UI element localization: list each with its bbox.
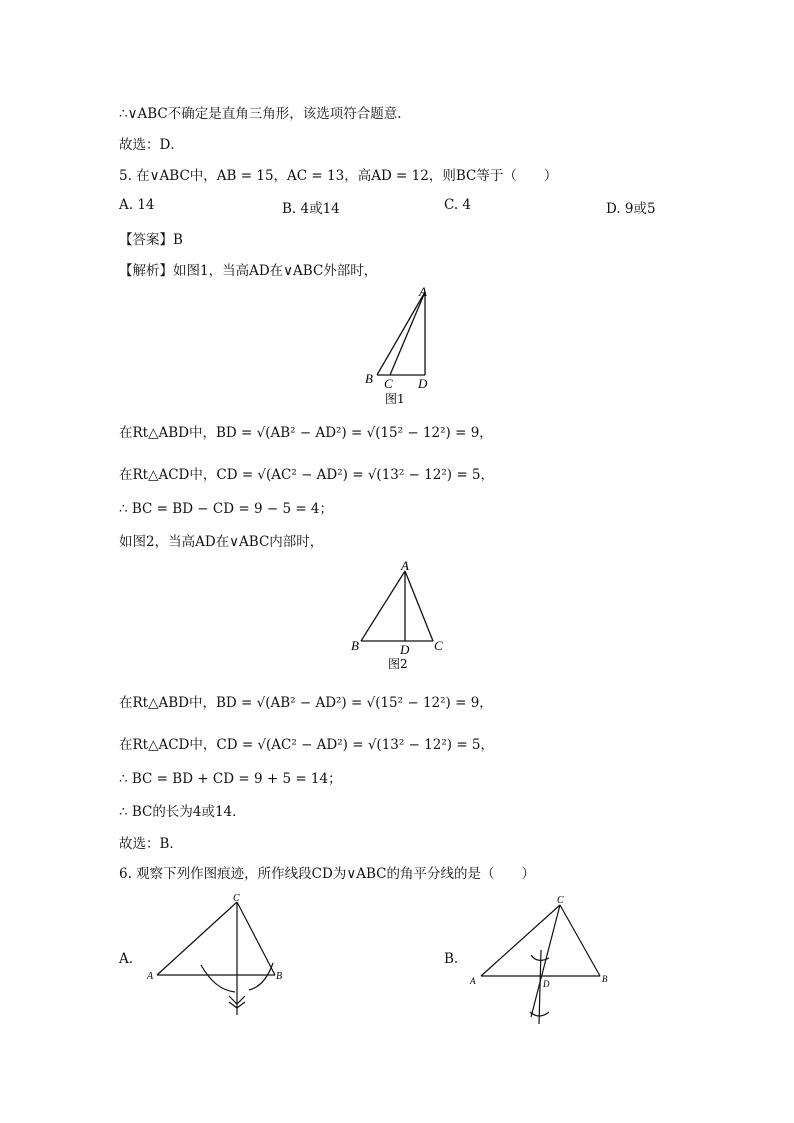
step-bd-2: 在Rt△ABD中，BD = √(AB² − AD²) = √(15² − 12²) = 9， [119, 695, 493, 711]
text-line-choice: 故选：D． [119, 137, 184, 153]
text-line-conclusion: ∴∨ABC不确定是直角三角形，该选项符合题意. [119, 106, 402, 122]
option-b: B. 4或14 [282, 201, 340, 217]
q6b-label-c: C [557, 895, 564, 906]
fig1-label-c: C [384, 376, 393, 391]
question-5: 5. 在∨ABC中，AB = 15，AC = 13，高AD = 12，则BC等于（ ） [119, 168, 558, 184]
fig2-caption: 图2 [388, 657, 408, 671]
option-c: C. 4 [444, 197, 472, 213]
q6-option-a-label: A. [119, 951, 134, 967]
answer-line: 【答案】B [119, 232, 183, 248]
step-bc-1: ∴ BC = BD − CD = 9 − 5 = 4； [119, 501, 334, 517]
q6b-label-d: D [543, 979, 550, 989]
step-cd-1: 在Rt△ACD中，CD = √(AC² − AD²) = √(13² − 12²) = 5， [119, 467, 495, 483]
step-result: ∴ BC的长为4或14． [119, 804, 246, 820]
q6-figure-a [145, 890, 295, 1020]
fig2-label-d: D [400, 642, 410, 657]
final-choice: 故选：B． [119, 836, 183, 852]
analysis-line: 【解析】如图1，当高AD在∨ABC外部时， [119, 263, 378, 279]
q6b-label-a: A [470, 976, 476, 986]
q6a-label-c: C [233, 893, 240, 904]
q6a-label-a: A [147, 971, 154, 982]
q6-figure-b [467, 892, 617, 1022]
option-a: A. 14 [119, 197, 155, 213]
fig2-label-c: C [434, 638, 443, 653]
fig1-caption: 图1 [385, 392, 405, 406]
option-d: D. 9或5 [606, 201, 656, 217]
fig2-label-b: B [351, 638, 359, 653]
step-cd-2: 在Rt△ACD中，CD = √(AC² − AD²) = √(13² − 12²) = 5， [119, 737, 495, 753]
fig1-label-b: B [365, 371, 373, 386]
step-bc-2: ∴ BC = BD + CD = 9 + 5 = 14； [119, 771, 342, 787]
q6a-label-b: B [276, 971, 283, 982]
figure-2 [348, 558, 458, 673]
step-bd-1: 在Rt△ABD中，BD = √(AB² − AD²) = √(15² − 12²) = 9， [119, 425, 493, 441]
fig1-label-d: D [418, 376, 428, 391]
fig1-label-a: A [419, 284, 427, 299]
case-2-line: 如图2，当高AD在∨ABC内部时， [119, 534, 324, 550]
q6-option-b-label: B. [444, 951, 459, 967]
q6b-label-b: B [602, 974, 608, 984]
question-6: 6. 观察下列作图痕迹，所作线段CD为∨ABC的角平分线的是（ ） [119, 866, 535, 882]
fig2-label-a: A [401, 558, 409, 573]
figure-1 [360, 282, 440, 407]
